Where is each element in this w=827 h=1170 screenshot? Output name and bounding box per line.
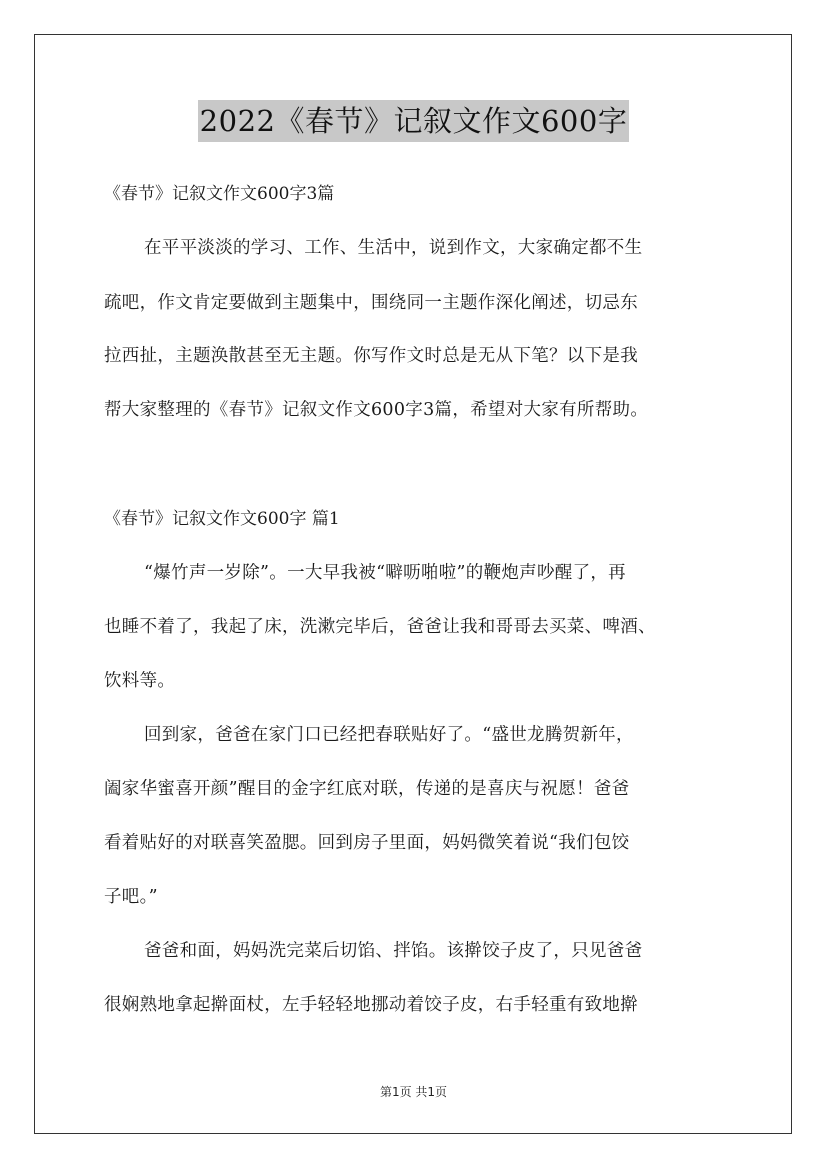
title-container xyxy=(0,100,827,142)
intro-line: 拉西扯，主题涣散甚至无主题。你写作文时总是无从下笔？以下是我 xyxy=(104,346,638,366)
paragraph-line: 很娴熟地拿起擀面杖，左手轻轻地挪动着饺子皮，右手轻重有致地擀 xyxy=(104,995,638,1015)
paragraph-line: 也睡不着了，我起了床，洗漱完毕后，爸爸让我和哥哥去买菜、啤酒、 xyxy=(104,617,656,637)
page-number-footer: 第1页 共1页 xyxy=(379,1085,448,1099)
paragraph-line: 看着贴好的对联喜笑盈腮。回到房子里面，妈妈微笑着说“我们包饺 xyxy=(104,833,630,853)
intro-line: 疏吧，作文肯定要做到主题集中，围绕同一主题作深化阐述，切忌东 xyxy=(104,293,638,313)
paragraph-line: “爆竹声一岁除”。一大早我被“噼呖啪啦”的鞭炮声吵醒了，再 xyxy=(144,563,626,583)
paragraph-line: 子吧。” xyxy=(104,887,158,907)
intro-line: 在平平淡淡的学习、工作、生活中，说到作文，大家确定都不生 xyxy=(144,238,643,258)
document-title: 2022《春节》记叙文作文600字 xyxy=(198,100,630,142)
paragraph-line: 爸爸和面，妈妈洗完菜后切馅、拌馅。该擀饺子皮了，只见爸爸 xyxy=(144,941,643,961)
intro-line: 帮大家整理的《春节》记叙文作文600字3篇，希望对大家有所帮助。 xyxy=(104,400,649,420)
paragraph-line: 阖家华蜜喜开颜”醒目的金字红底对联，传递的是喜庆与祝愿！爸爸 xyxy=(104,779,630,799)
paragraph-line: 饮料等。 xyxy=(104,671,176,691)
paragraph-line: 回到家，爸爸在家门口已经把春联贴好了。“盛世龙腾贺新年， xyxy=(144,725,634,745)
document-subtitle: 《春节》记叙文作文600字3篇 xyxy=(104,184,335,204)
section-heading: 《春节》记叙文作文600字 篇1 xyxy=(104,509,340,529)
